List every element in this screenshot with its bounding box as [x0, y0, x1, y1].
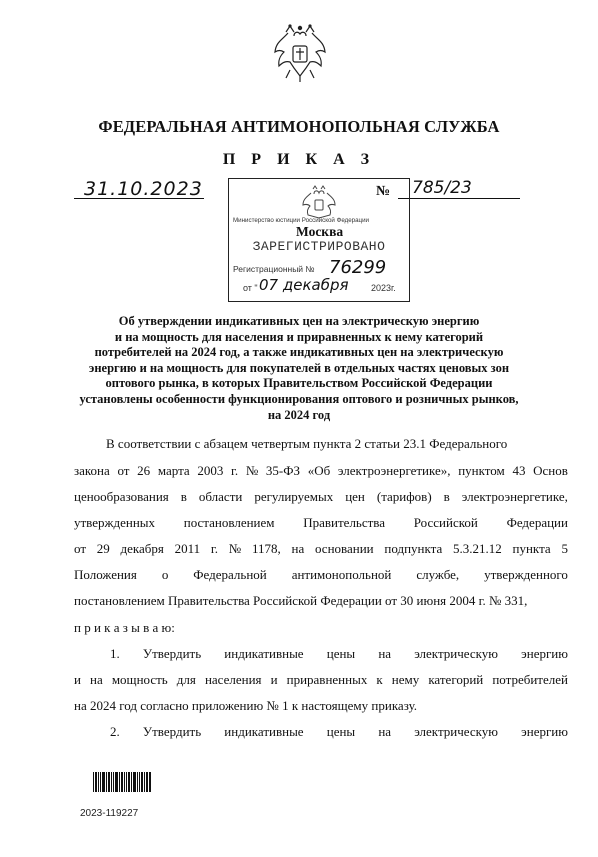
word: области: [198, 489, 243, 504]
word: «Об: [307, 463, 331, 478]
word: Основ: [533, 463, 568, 478]
word: энергию: [521, 724, 568, 739]
word: на: [378, 724, 392, 739]
coat-of-arms-icon: [272, 22, 328, 84]
title-line: энергию и на мощность для покупателей в отдельных частях ценовых зон: [88, 360, 510, 375]
body-line: постановлением Правительства Российской Федерации от 30 июня 2004 г. № 331,: [74, 593, 528, 608]
word: марта: [157, 463, 190, 478]
word: Положения: [74, 567, 137, 582]
word: Российской: [413, 515, 478, 530]
title-line: оптового рынка, в которых Правительством Российской Федерации: [105, 376, 493, 391]
word: цен: [345, 489, 365, 504]
word: постановлением: [183, 515, 275, 530]
number-underline: [398, 198, 520, 199]
body-line: на 2024 год согласно приложению № 1 к настоящему приказу.: [74, 698, 418, 713]
document-title: [58, 314, 540, 423]
word: утвержденного: [484, 567, 568, 582]
body-line: [74, 515, 568, 531]
word: о: [161, 567, 169, 582]
word: 35-ФЗ: [265, 463, 301, 478]
word: в: [180, 489, 187, 504]
word: 2011: [174, 541, 201, 556]
body-line: [74, 567, 568, 583]
title-line: на 2024 год: [267, 407, 331, 422]
word: от: [74, 541, 87, 556]
word: г.: [210, 541, 219, 556]
word: индикативные: [224, 724, 304, 739]
word: в: [443, 489, 450, 504]
word: населения: [204, 672, 262, 687]
body-line: [110, 724, 568, 740]
stamp-reg-label: Регистрационный №: [233, 264, 315, 274]
word: 5.3.21.12: [453, 541, 502, 556]
word: на: [90, 672, 103, 687]
stamp-year: 2023г.: [371, 283, 396, 293]
word: декабря: [120, 541, 164, 556]
order-date: 31.10.2023: [84, 178, 203, 200]
word: Утвердить: [142, 646, 202, 661]
stamp-eagle-icon: [301, 185, 337, 219]
word: утвержденных: [74, 515, 156, 530]
word: пунктом: [458, 463, 505, 478]
word: №: [245, 463, 259, 478]
word: от: [117, 463, 130, 478]
body-line: [74, 489, 568, 505]
word: электроэнергетике»,: [337, 463, 451, 478]
order-heading: П Р И К А З: [222, 151, 376, 168]
word: 1178,: [251, 541, 281, 556]
body-line: [74, 541, 568, 557]
word: Федерации: [506, 515, 568, 530]
word: подпункта: [384, 541, 443, 556]
word: пункта: [512, 541, 551, 556]
word: к: [376, 672, 383, 687]
stamp-reg-date: 07 декабря: [259, 276, 349, 294]
word: основании: [314, 541, 374, 556]
stamp-registered: ЗАРЕГИСТРИРОВАНО: [252, 239, 386, 254]
word: нему: [391, 672, 420, 687]
word: ценообразования: [74, 489, 169, 504]
registration-stamp: [228, 178, 410, 302]
word: 29: [96, 541, 110, 556]
body-line: [74, 463, 568, 479]
word: на: [291, 541, 305, 556]
word: службе,: [416, 567, 460, 582]
body-line: [110, 646, 568, 662]
word: энергию: [521, 646, 568, 661]
stamp-reg-number: 76299: [329, 257, 387, 278]
document-code: 2023-119227: [80, 808, 139, 819]
word: Утвердить: [142, 724, 202, 739]
word: приравненных: [286, 672, 368, 687]
word: 43: [512, 463, 526, 478]
city-name: Москва: [296, 224, 344, 239]
title-line: Об утверждении индикативных цен на электрическую энергию: [118, 314, 480, 328]
word: электрическую: [414, 724, 498, 739]
word: цены: [326, 724, 356, 739]
word: 1.: [110, 646, 120, 661]
word: индикативные: [224, 646, 304, 661]
word: 2003: [197, 463, 224, 478]
stamp-from-label: от ": [243, 283, 258, 293]
stamp-organization: Министерство юстиции Российской Федерации: [233, 217, 370, 224]
word: Федеральной: [193, 567, 267, 582]
word: на: [378, 646, 392, 661]
body-line: В соответствии с абзацем четвертым пункта 2 статьи 23.1 Федерального: [106, 436, 508, 451]
word: (тарифов): [376, 489, 432, 504]
title-line: и на мощность для населения и приравненных к нему категорий: [114, 329, 484, 344]
word: антимонопольной: [291, 567, 392, 582]
word: г.: [231, 463, 239, 478]
word: Правительства: [303, 515, 386, 530]
body-line: [74, 672, 568, 688]
order-verb: п р и к а з ы в а ю:: [74, 620, 175, 635]
word: 5: [561, 541, 568, 556]
word: потребителей: [492, 672, 568, 687]
title-line: установлены особенности функционирования оптового и розничных рынков,: [79, 391, 519, 406]
word: мощность: [111, 672, 168, 687]
agency-name: ФЕДЕРАЛЬНАЯ АНТИМОНОПОЛЬНАЯ СЛУЖБА: [98, 117, 500, 136]
word: 2.: [110, 724, 120, 739]
title-line: потребителей на 2024 год, а также индикативных цен на электрическую: [94, 345, 504, 360]
word: №: [228, 541, 242, 556]
word: электроэнергетике,: [461, 489, 568, 504]
word: электрическую: [414, 646, 498, 661]
word: категорий: [428, 672, 484, 687]
word: закона: [74, 463, 110, 478]
word: регулируемых: [254, 489, 334, 504]
word: и: [270, 672, 278, 687]
word: 26: [137, 463, 151, 478]
word: цены: [326, 646, 356, 661]
number-sign: №: [376, 184, 391, 199]
barcode-icon: [93, 772, 151, 792]
order-number: 785/23: [412, 178, 472, 198]
word: и: [74, 672, 81, 687]
word: для: [176, 672, 196, 687]
